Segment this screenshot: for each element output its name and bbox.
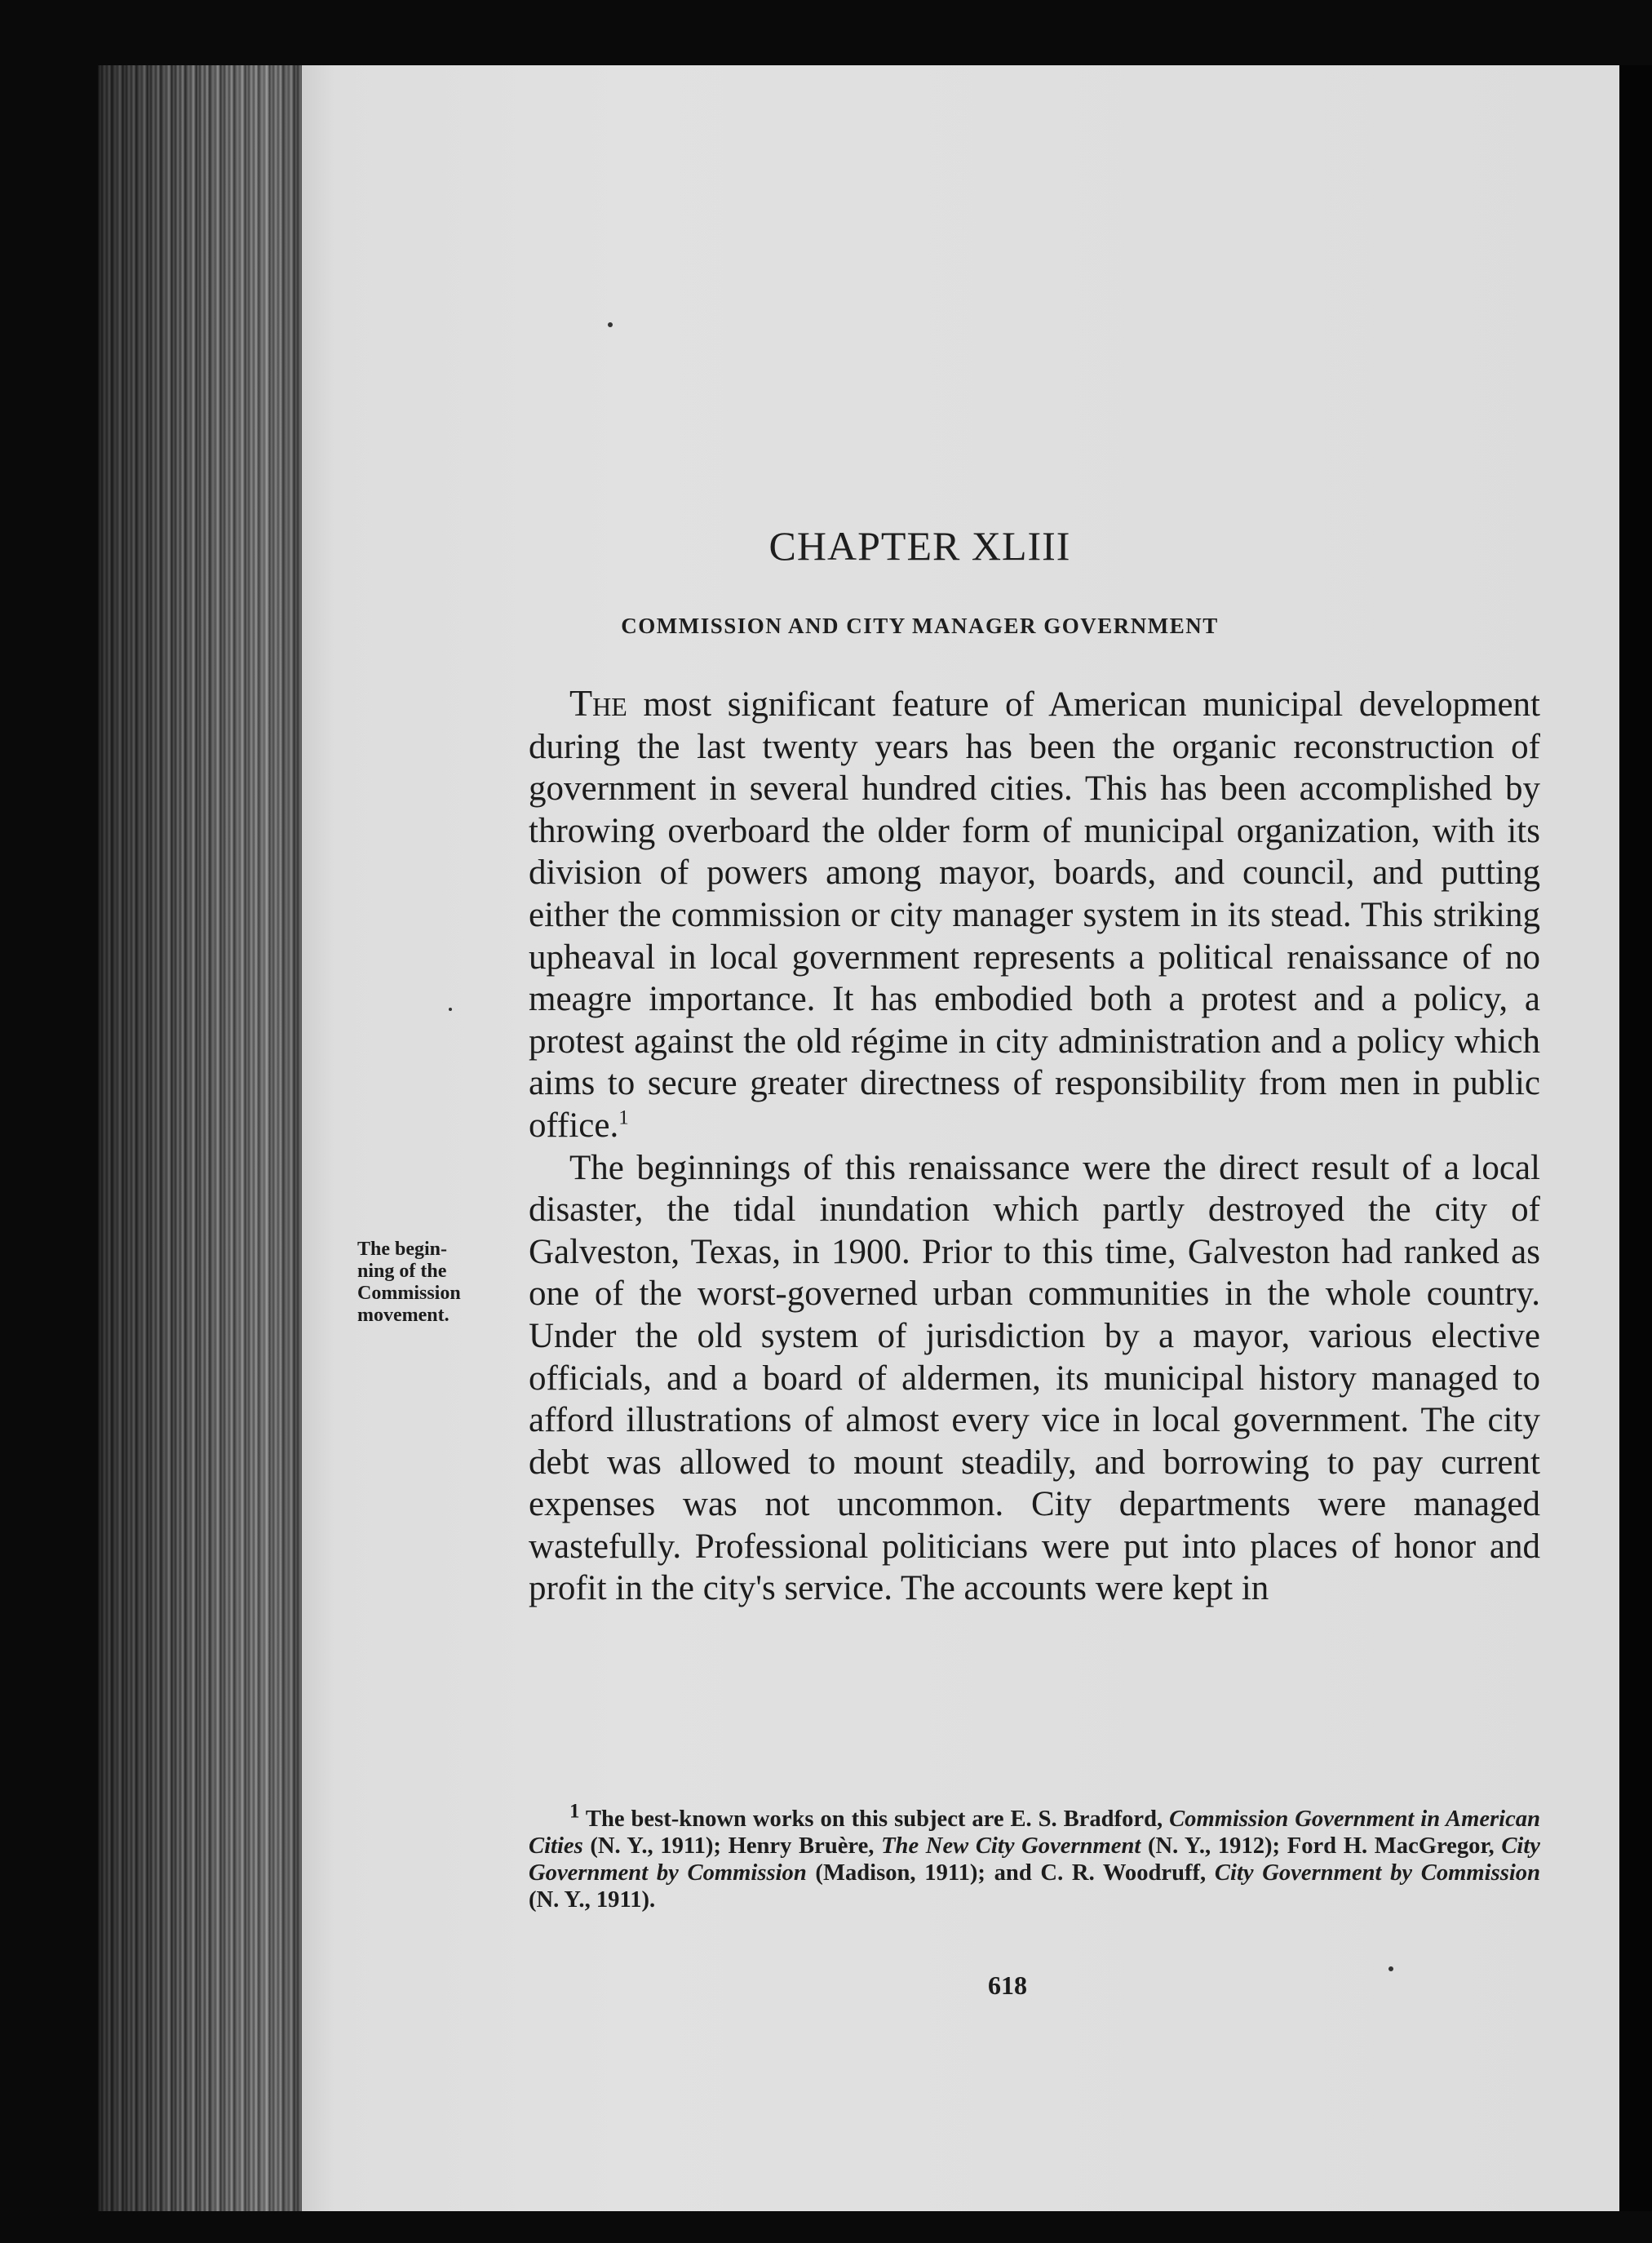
paragraph-text: The beginnings of this renaissance were the direct result of a local disaster, the tidal inundation which partly destroyed the city of Galveston, Texas, in 1900. Prior to this time, Galveston had ranked as one of the worst-governed urban communities in the whole country. Under the old system of jurisdiction by a mayor, various elective officials, and a board of aldermen, its municipal history managed to afford illustrations of almost every vice in local government. The city debt was allowed to mount steadily, and borrowing to pay current expenses was not uncommon. City departments were managed wastefully. Professional politicians were put into places of honor and profit in the city's service. The accounts were kept in xyxy=(529,1148,1540,1608)
footnote-marker: 1 xyxy=(569,1800,580,1823)
body-text xyxy=(529,682,1540,1610)
footnote-book-title: City Government by Commission xyxy=(1214,1860,1540,1886)
print-speck xyxy=(449,1008,452,1011)
paragraph xyxy=(529,682,1540,1147)
chapter-subtitle: COMMISSION AND CITY MANAGER GOVERNMENT xyxy=(621,614,1219,638)
print-speck xyxy=(1388,1966,1393,1971)
margin-note-line: Commission xyxy=(357,1283,461,1304)
footnote-book-title: City Government by Commission xyxy=(529,1833,1540,1886)
footnote-book-title: The New City Government xyxy=(881,1833,1141,1859)
print-speck xyxy=(608,322,613,327)
page-number: 618 xyxy=(988,1970,1027,2000)
margin-note-line: movement. xyxy=(357,1305,450,1326)
footnote-text: (Madison, 1911); and C. R. Woodruff, xyxy=(806,1860,1215,1886)
footnote-text: (N. Y., 1911); Henry Bruère, xyxy=(582,1833,882,1859)
footnote-text: (N. Y., 1911). xyxy=(529,1887,656,1913)
margin-note-line: ning of the xyxy=(357,1261,447,1282)
footnote-text: (N. Y., 1912); Ford H. MacGregor, xyxy=(1140,1833,1502,1859)
footnote-text: The best-known works on this subject are E. S. Bradford, xyxy=(579,1806,1170,1832)
margin-note xyxy=(357,1239,512,1327)
footnote xyxy=(529,1800,1540,1913)
book-page-edges xyxy=(98,65,310,2211)
paragraph-lead-word: The xyxy=(569,682,627,724)
paragraph-text: most significant feature of American municipal development during the last twenty years has been the organic reconstruction of government in several hundred cities. This has been accomplished by throwing overboard the older form of municipal organization, with its division of powers among mayor, boards, and council, and putting either the commission or city manager system in its stead. This striking upheaval in local government represents a political renaissance of no meagre importance. It has embodied both a protest and a policy, a protest against the old régime in city administration and a policy which aims to secure greater directness of responsibility from men in public office. xyxy=(529,685,1540,1145)
chapter-title: CHAPTER XLIII xyxy=(768,523,1071,569)
paragraph xyxy=(529,1147,1540,1611)
binding-edge xyxy=(1619,65,1652,2211)
footnote-reference[interactable]: 1 xyxy=(618,1106,629,1129)
footnote-book-title: Commission Government in American Cities xyxy=(529,1806,1540,1859)
margin-note-line: The begin- xyxy=(357,1239,448,1260)
